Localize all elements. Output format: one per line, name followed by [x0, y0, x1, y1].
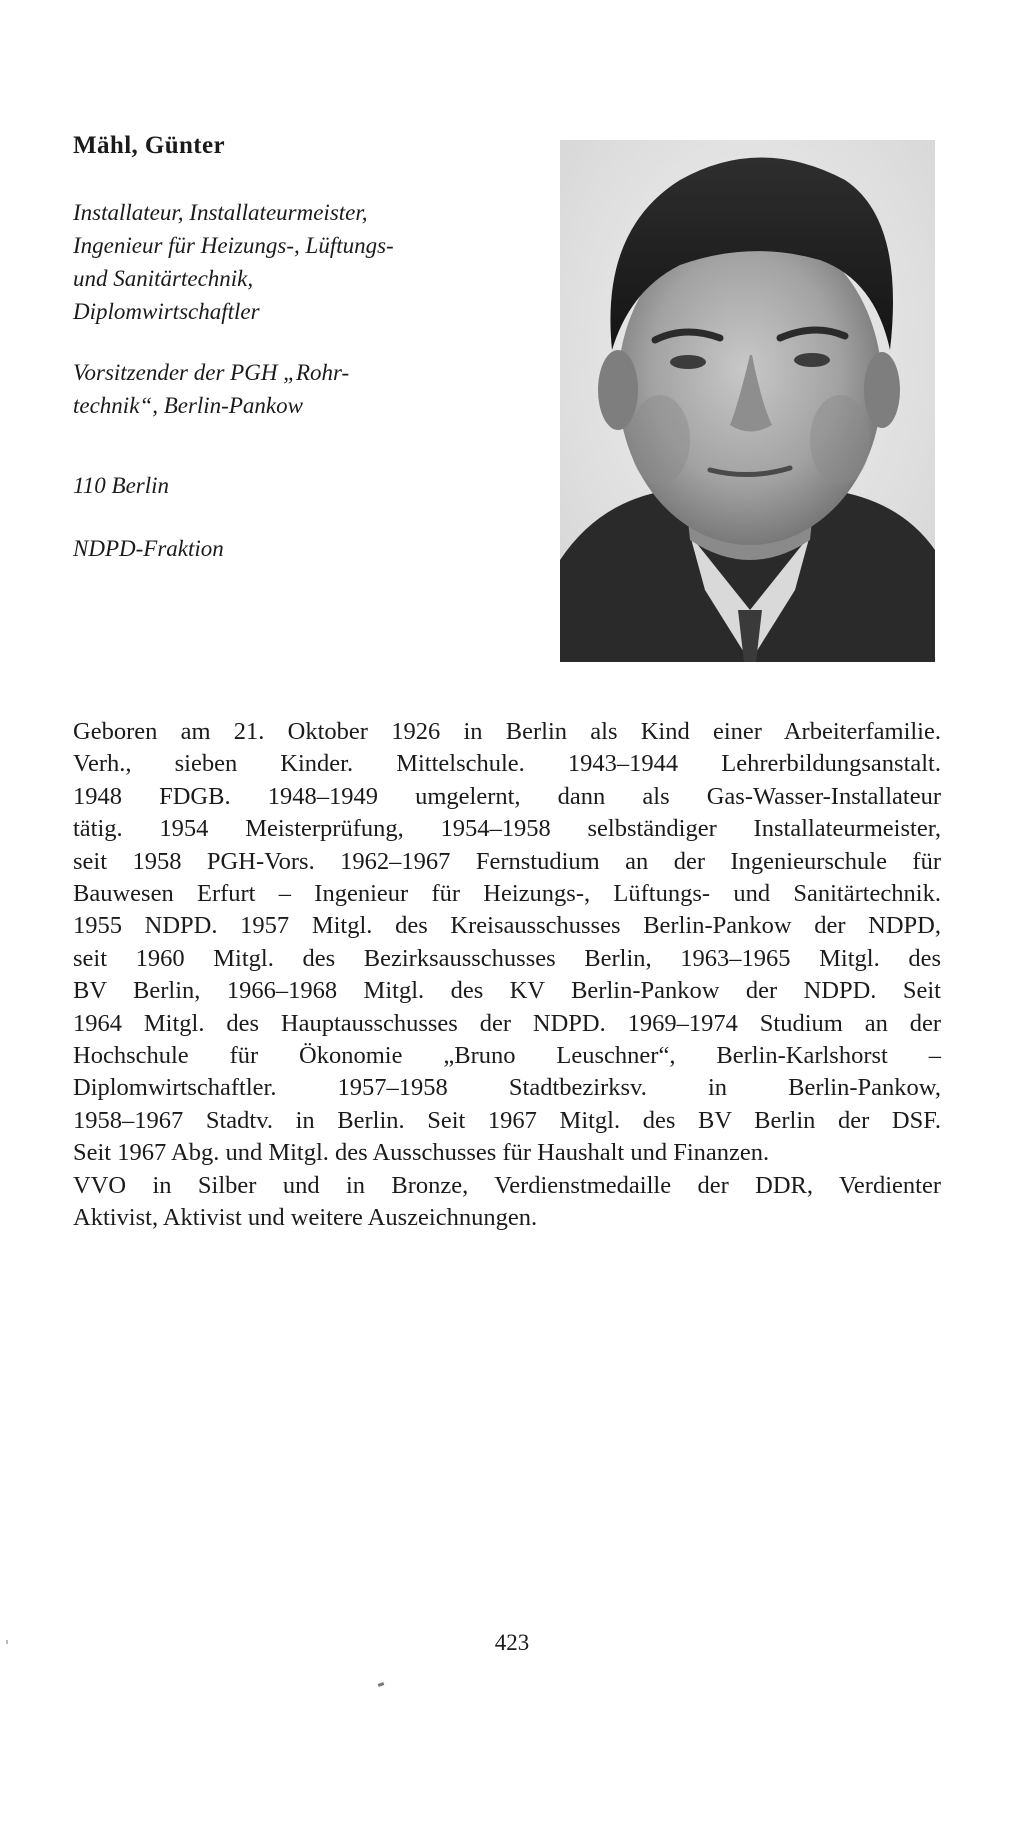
biography-line: Diplomwirtschaftler. 1957–1958 Stadtbezirksv. in Berlin-Pankow, — [73, 1074, 941, 1102]
profession-line: Diplomwirtschaftler — [73, 299, 260, 324]
profession-line: Ingenieur für Heizungs-, Lüftungs- — [73, 233, 394, 258]
biography-line: Geboren am 21. Oktober 1926 in Berlin als Kind einer Arbeiterfamilie. — [73, 718, 941, 745]
position-line: Vorsitzender der PGH „Rohr- — [73, 360, 350, 385]
biography-text — [73, 716, 941, 1235]
scan-artifact — [6, 1640, 8, 1644]
entry-faction: NDPD-Fraktion — [73, 536, 224, 561]
biography-line: seit 1960 Mitgl. des Bezirksausschusses Berlin, 1963–1965 Mitgl. des — [73, 944, 941, 972]
position-line: technik“, Berlin-Pankow — [73, 393, 303, 418]
biography-line: BV Berlin, 1966–1968 Mitgl. des KV Berlin-Pankow der NDPD. Seit — [73, 977, 941, 1005]
entry-position — [73, 356, 533, 422]
biography-line: seit 1958 PGH-Vors. 1962–1967 Fernstudium an der Ingenieurschule für — [73, 847, 941, 875]
scan-artifact — [378, 1682, 385, 1687]
biography-line: Seit 1967 Abg. und Mitgl. des Ausschusses für Haushalt und Finanzen. — [73, 1139, 770, 1167]
biography-line: VVO in Silber und in Bronze, Verdienstmedaille der DDR, Verdienter — [73, 1171, 941, 1199]
biography-line: 1948 FDGB. 1948–1949 umgelernt, dann als Gas-Wasser-Installateur — [73, 782, 941, 810]
biography-line: 1958–1967 Stadtv. in Berlin. Seit 1967 Mitgl. des BV Berlin der DSF. — [73, 1106, 941, 1134]
biography-line: Hochschule für Ökonomie „Bruno Leuschner“, Berlin-Karlshorst – — [73, 1042, 941, 1070]
profession-line: und Sanitärtechnik, — [73, 266, 254, 291]
biography-line: Aktivist, Aktivist und weitere Auszeichnungen. — [73, 1204, 538, 1232]
entry-name: Mähl, Günter — [73, 132, 226, 159]
entry-professions — [73, 196, 533, 328]
entry-city: 110 Berlin — [73, 473, 170, 498]
biography-line: Bauwesen Erfurt – Ingenieur für Heizungs-, Lüftungs- und Sanitärtechnik. — [73, 880, 941, 908]
biography-line: tätig. 1954 Meisterprüfung, 1954–1958 selbständiger Installateurmeister, — [73, 815, 941, 843]
page-number: 423 — [494, 1630, 530, 1655]
biography-line: Verh., sieben Kinder. Mittelschule. 1943–1944 Lehrerbildungsanstalt. — [73, 750, 941, 778]
portrait-photo-icon — [560, 140, 935, 662]
biography-line: 1955 NDPD. 1957 Mitgl. des Kreisausschusses Berlin-Pankow der NDPD, — [73, 912, 941, 940]
profession-line: Installateur, Installateurmeister, — [73, 200, 368, 225]
biography-line: 1964 Mitgl. des Hauptausschusses der NDPD. 1969–1974 Studium an der — [73, 1009, 941, 1037]
